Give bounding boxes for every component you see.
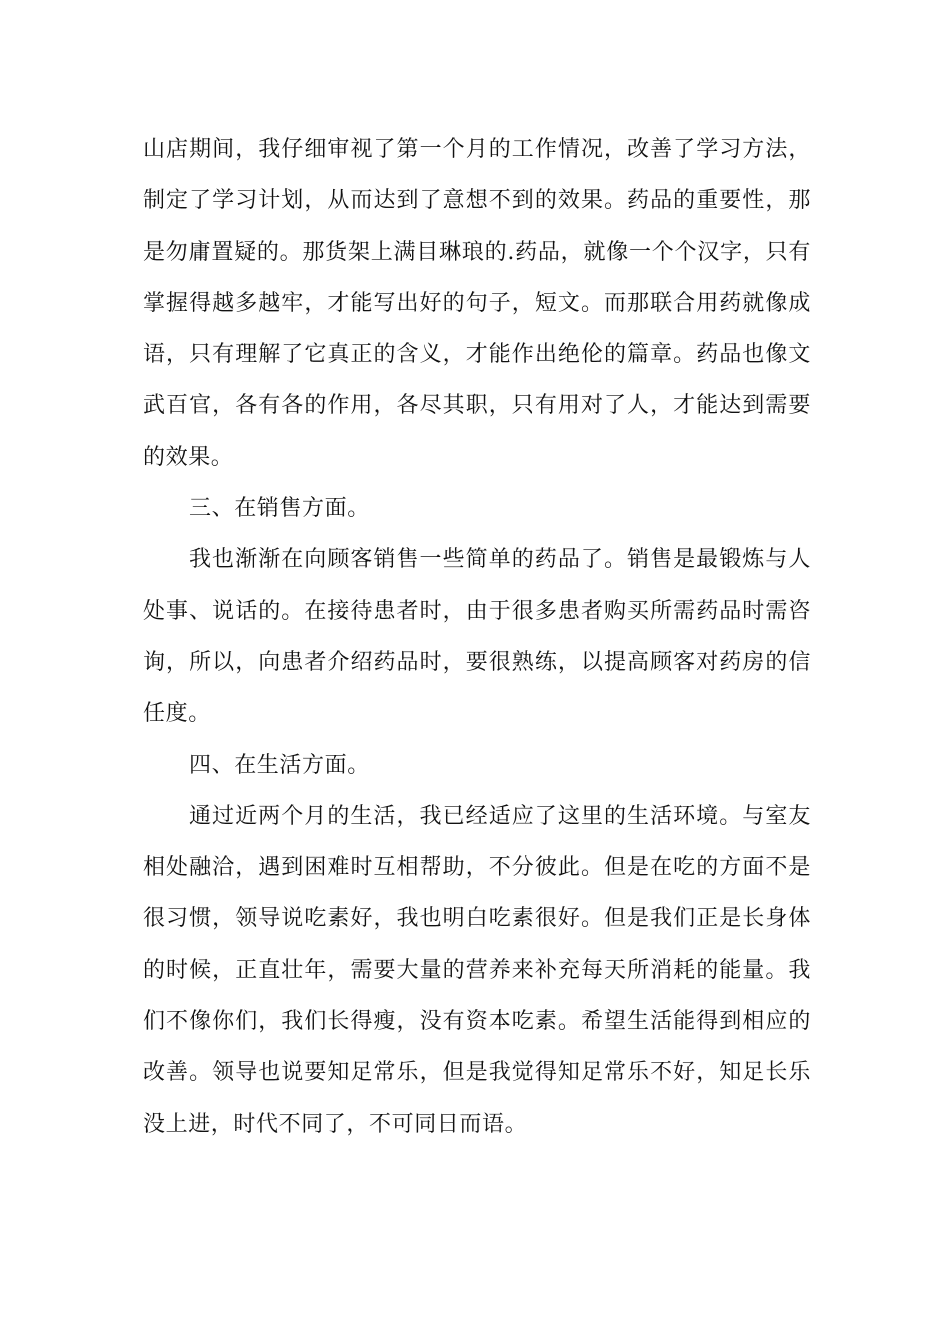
paragraph-sales: 我也渐渐在向顾客销售一些简单的药品了。销售是最锻炼与人处事、说话的。在接待患者时，由于很多患者购买所需药品时需咨询，所以，向患者介绍药品时，要很熟练，以提高顾客对药房的信任度。 [143,547,811,727]
paragraph-continuation: 山店期间，我仔细审视了第一个月的工作情况，改善了学习方法，制定了学习计划，从而达到了意想不到的效果。药品的重要性，那是勿庸置疑的。那货架上满目琳琅的.药品，就像一个个汉字，只有掌握得越多越牢，才能写出好的句子，短文。而那联合用药就像成语，只有理解了它真正的含义，才能作出绝伦的篇章。药品也像文武百官，各有各的作用，各尽其职，只有用对了人，才能达到需要的效果。 [143,137,811,470]
document-body [143,124,811,1150]
section-heading-life: 四、在生活方面。 [189,752,370,778]
paragraph-life: 通过近两个月的生活，我已经适应了这里的生活环境。与室友相处融洽，遇到困难时互相帮助，不分彼此。但是在吃的方面不是很习惯，领导说吃素好，我也明白吃素很好。但是我们正是长身体的时候，正直壮年，需要大量的营养来补充每天所消耗的能量。我们不像你们，我们长得瘦，没有资本吃素。希望生活能得到相应的改善。领导也说要知足常乐，但是我觉得知足常乐不好，知足长乐没上进，时代不同了，不可同日而语。 [143,803,811,1137]
section-heading-sales: 三、在销售方面。 [189,496,370,522]
